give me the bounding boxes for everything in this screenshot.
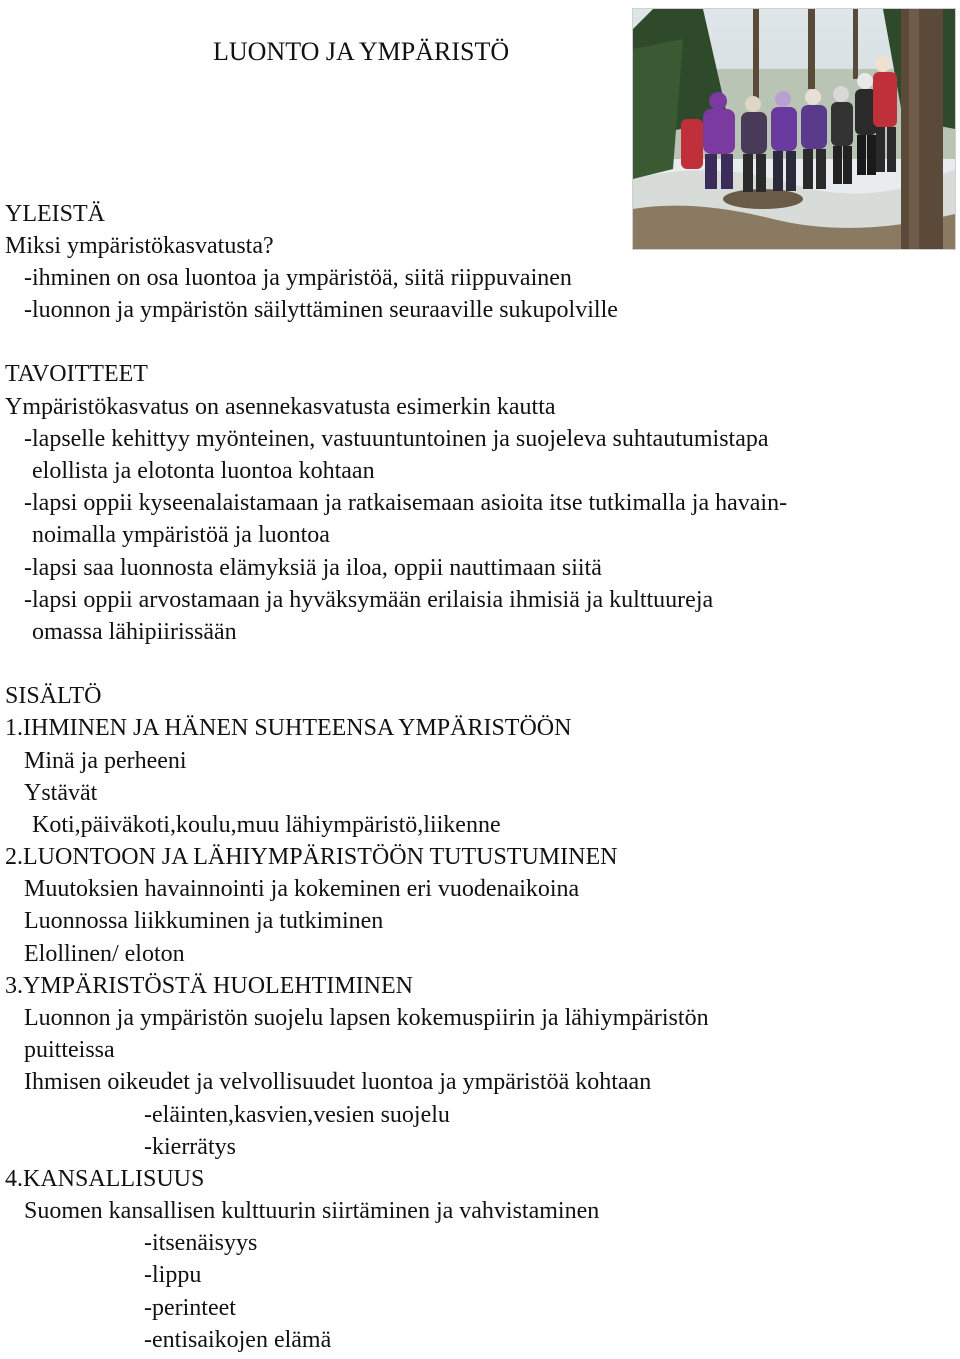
- sub-list-item: -perinteet: [144, 1295, 236, 1321]
- sub-list-item: -kierrätys: [144, 1134, 236, 1160]
- list-item: -ihminen on osa luontoa ja ympäristöä, siitä riippuvainen: [24, 265, 572, 291]
- yleista-question: Miksi ympäristökasvatusta?: [5, 233, 274, 259]
- sub-list-item: -eläinten,kasvien,vesien suojelu: [144, 1102, 450, 1128]
- tavoitteet-intro: Ympäristökasvatus on asennekasvatusta esimerkin kautta: [5, 394, 556, 420]
- list-item: Minä ja perheeni: [24, 748, 187, 774]
- list-item: puitteissa: [24, 1037, 115, 1063]
- list-item: -lapsi oppii kyseenalaistamaan ja ratkaisemaan asioita itse tutkimalla ja havain-: [24, 490, 788, 516]
- list-item: -lapsi saa luonnosta elämyksiä ja iloa, oppii nauttimaan siitä: [24, 555, 602, 581]
- list-item: Luonnossa liikkuminen ja tutkiminen: [24, 908, 384, 934]
- list-item: elollista ja elotonta luontoa kohtaan: [32, 458, 375, 484]
- photo-illustration: [633, 9, 955, 249]
- page-title: LUONTO JA YMPÄRISTÖ: [213, 37, 510, 66]
- list-item: Luonnon ja ympäristön suojelu lapsen kokemuspiirin ja lähiympäristön: [24, 1005, 709, 1031]
- section-heading-yleista: YLEISTÄ: [5, 201, 105, 227]
- subsection-title-2: 2.LUONTOON JA LÄHIYMPÄRISTÖÖN TUTUSTUMINEN: [5, 844, 618, 870]
- children-in-forest-photo: [632, 8, 956, 250]
- list-item: Elollinen/ eloton: [24, 941, 185, 967]
- list-item: Ihmisen oikeudet ja velvollisuudet luontoa ja ympäristöä kohtaan: [24, 1069, 652, 1095]
- list-item: Muutoksien havainnointi ja kokeminen eri vuodenaikoina: [24, 876, 580, 902]
- section-heading-sisalto: SISÄLTÖ: [5, 683, 102, 709]
- list-item: omassa lähipiirissään: [32, 619, 237, 645]
- list-item: Ystävät: [24, 780, 98, 806]
- list-item: -luonnon ja ympäristön säilyttäminen seuraaville sukupolville: [24, 297, 618, 323]
- list-item: -lapsi oppii arvostamaan ja hyväksymään erilaisia ihmisiä ja kulttuureja: [24, 587, 714, 613]
- sub-list-item: -itsenäisyys: [144, 1230, 258, 1256]
- list-item: Suomen kansallisen kulttuurin siirtäminen ja vahvistaminen: [24, 1198, 600, 1224]
- section-heading-tavoitteet: TAVOITTEET: [5, 361, 148, 387]
- subsection-title-1: 1.IHMINEN JA HÄNEN SUHTEENSA YMPÄRISTÖÖN: [5, 715, 572, 741]
- adult-figure: [873, 56, 897, 172]
- sub-list-item: -lippu: [144, 1262, 202, 1288]
- sub-list-item: -entisaikojen elämä: [144, 1327, 332, 1353]
- list-item: -lapselle kehittyy myönteinen, vastuuntuntoinen ja suojeleva suhtautumistapa: [24, 426, 769, 452]
- subsection-title-4: 4.KANSALLISUUS: [5, 1166, 205, 1192]
- list-item: noimalla ympäristöä ja luontoa: [32, 522, 330, 548]
- list-item: Koti,päiväkoti,koulu,muu lähiympäristö,liikenne: [32, 812, 501, 838]
- subsection-title-3: 3.YMPÄRISTÖSTÄ HUOLEHTIMINEN: [5, 973, 413, 999]
